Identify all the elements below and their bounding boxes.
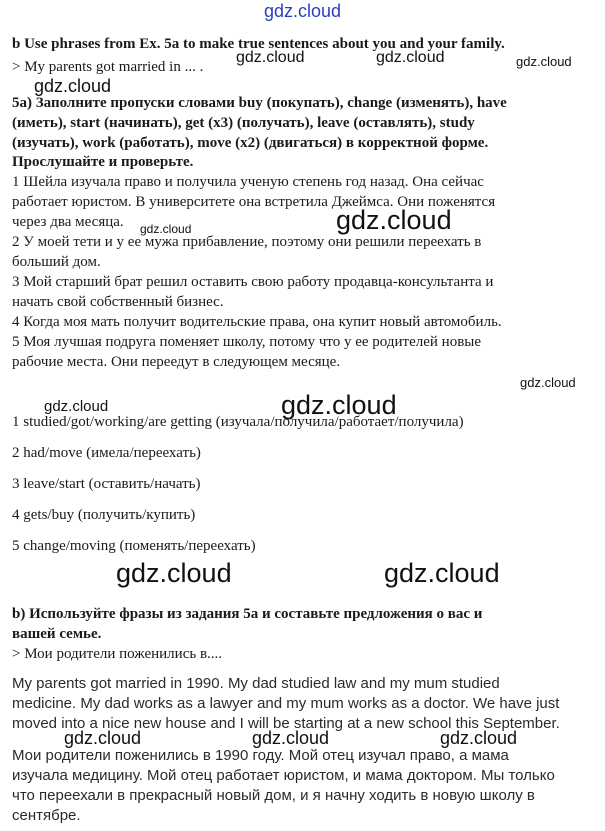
watermark: gdz.cloud [336,205,452,235]
sentence-line: через два месяца. [12,214,124,230]
answer-en-line: My parents got married in 1990. My dad studied law and my mum studied [12,675,500,692]
watermark: gdz.cloud [64,728,142,748]
task-5a-line: 5a) Заполните пропуски словами buy (покупать), change (изменять), have [12,95,507,111]
sentence-line: работает юристом. В университете она встретила Джеймса. Они поженятся [12,194,496,210]
watermark: gdz.cloud [34,76,112,96]
exercise-b-title: b Use phrases from Ex. 5a to make true sentences about you and your family. [12,36,505,52]
watermark: gdz.cloud [44,398,109,415]
task-5a-line: Прослушайте и проверьте. [12,154,194,170]
exercise-b-prompt: > My parents got married in ... . [12,59,204,75]
sentence-line: 5 Моя лучшая подруга поменяет школу, потому что у ее родителей новые [12,334,482,350]
answer-ru-line: изучала медицину. Мой отец работает юристом, и мама доктором. Мы только [12,767,555,784]
watermark: gdz.cloud [252,728,330,748]
watermark: gdz.cloud [384,558,500,588]
sentence-line: больший дом. [12,254,101,270]
answer-ru-line: сентябре. [12,807,81,824]
answer-line: 4 gets/buy (получить/купить) [12,507,196,523]
watermark: gdz.cloud [236,49,305,66]
watermark: gdz.cloud [140,222,192,236]
watermark: gdz.cloud [440,728,518,748]
sentence-line: рабочие места. Они переедут в следующем месяце. [12,354,341,370]
sentence-line: 3 Мой старший брат решил оставить свою работу продавца-консультанта и [12,274,494,290]
answer-line: 5 change/moving (поменять/переехать) [12,538,256,554]
answer-line: 3 leave/start (оставить/начать) [12,476,201,492]
watermark: gdz.cloud [116,558,232,588]
watermark: gdz.cloud [520,375,576,390]
watermark: gdz.cloud [281,390,397,420]
answer-en-line: medicine. My dad works as a lawyer and my mum works as a doctor. We have just [12,695,560,712]
exercise-b-ru-prompt: > Мои родители поженились в.... [12,646,223,662]
exercise-b-ru-line: вашей семье. [12,626,102,642]
watermark: gdz.cloud [516,54,572,69]
watermark: gdz.cloud [376,49,445,66]
answer-ru-line: Мои родители поженились в 1990 году. Мой отец изучал право, а мама [12,747,509,764]
sentence-line: 2 У моей тети и у ее мужа прибавление, поэтому они решили переехать в [12,234,482,250]
sentence-line: начать свой собственный бизнес. [12,294,224,310]
answer-line: 2 had/move (имела/переехать) [12,445,201,461]
exercise-b-ru-line: b) Используйте фразы из задания 5а и составьте предложения о вас и [12,606,483,622]
task-5a-line: (изучать), work (работать), move (x2) (двигаться) в корректной форме. [12,135,489,151]
answer-ru-line: что переехали в прекрасный новый дом, и я начну ходить в новую школу в [12,787,535,804]
sentence-line: 1 Шейла изучала право и получила ученую степень год назад. Она сейчас [12,174,484,190]
answer-en-line: moved into a nice new house and I will be starting at a new school this September. [12,715,560,732]
watermark-top: gdz.cloud [264,1,342,21]
sentence-line: 4 Когда моя мать получит водительские права, она купит новый автомобиль. [12,314,502,330]
answer-line: 1 studied/got/working/are getting (изучала/получила/работает/получила) [12,414,464,430]
task-5a-line: (иметь), start (начинать), get (x3) (получать), leave (оставлять), study [12,115,475,131]
